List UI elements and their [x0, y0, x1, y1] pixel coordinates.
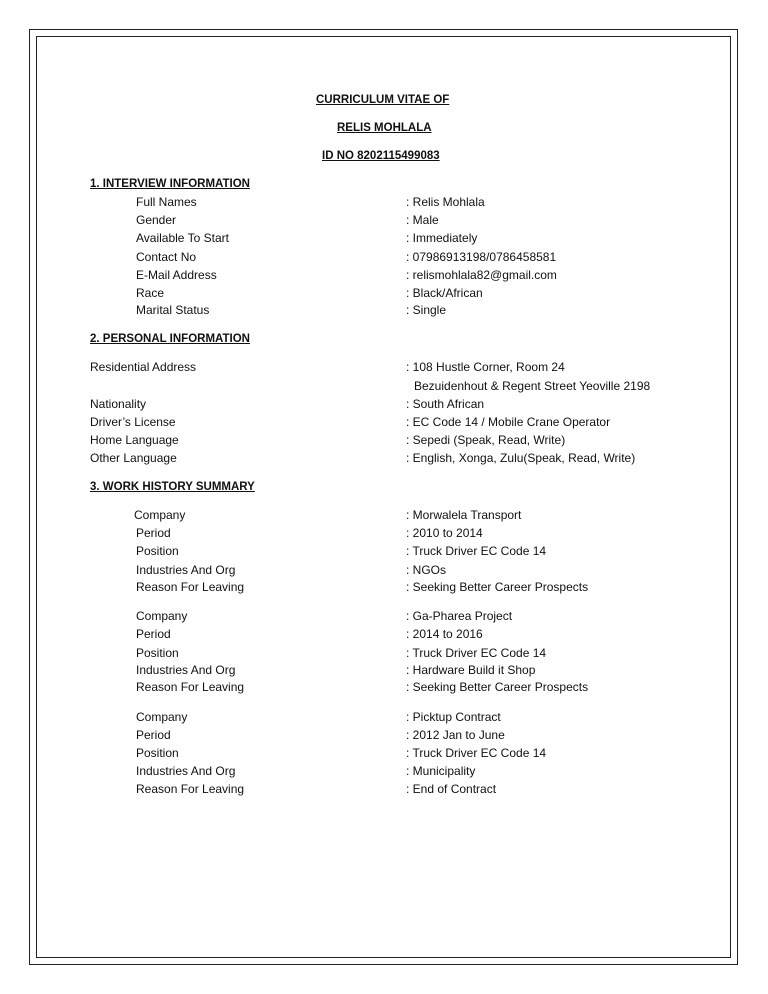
field-label: Available To Start [136, 231, 229, 245]
job-field-value: : NGOs [406, 563, 447, 577]
job-field-value: : Morwalela Transport [406, 508, 522, 522]
job-field-value: : Picktup Contract [406, 710, 501, 724]
job-field-value: : Hardware Build it Shop [406, 663, 536, 677]
field-value: : 07986913198/0786458581 [406, 250, 557, 264]
field-label: Marital Status [136, 303, 210, 317]
job-field-label: Period [136, 728, 171, 742]
field-value: : Sepedi (Speak, Read, Write) [406, 433, 566, 447]
field-value: : EC Code 14 / Mobile Crane Operator [406, 415, 611, 429]
job-field-label: Company [134, 508, 186, 522]
job-field-value: : Seeking Better Career Prospects [406, 580, 589, 594]
field-value: : 108 Hustle Corner, Room 24 [406, 360, 565, 374]
field-label: E-Mail Address [136, 268, 217, 282]
field-label: Home Language [90, 433, 179, 447]
page-border-inner [36, 36, 731, 958]
id-number: ID NO 8202115499083 [322, 150, 440, 162]
field-label: Driver’s License [90, 415, 176, 429]
section-interview-title: 1. INTERVIEW INFORMATION [90, 178, 250, 190]
field-label: Residential Address [90, 360, 197, 374]
field-value: : Male [406, 213, 439, 227]
job-field-label: Industries And Org [136, 764, 236, 778]
job-field-label: Industries And Org [136, 563, 236, 577]
field-value: : Relis Mohlala [406, 195, 485, 209]
field-label: Contact No [136, 250, 197, 264]
job-field-value: : 2012 Jan to June [406, 728, 505, 742]
job-field-value: : Municipality [406, 764, 476, 778]
job-field-value: : 2010 to 2014 [406, 526, 483, 540]
field-value: : Single [406, 303, 447, 317]
field-value: : relismohlala82@gmail.com [406, 268, 557, 282]
section-personal-title: 2. PERSONAL INFORMATION [90, 333, 250, 345]
job-field-value: : 2014 to 2016 [406, 627, 483, 641]
cv-title: CURRICULUM VITAE OF [316, 94, 450, 106]
job-field-label: Position [136, 746, 179, 760]
field-label: Gender [136, 213, 177, 227]
job-field-value: : Truck Driver EC Code 14 [406, 646, 547, 660]
job-field-value: : Truck Driver EC Code 14 [406, 544, 547, 558]
job-field-label: Position [136, 646, 179, 660]
field-value: : Black/African [406, 286, 483, 300]
job-field-value: : Truck Driver EC Code 14 [406, 746, 547, 760]
candidate-name: RELIS MOHLALA [337, 122, 432, 134]
section-work-title: 3. WORK HISTORY SUMMARY [90, 481, 255, 493]
field-value: : Immediately [406, 231, 478, 245]
job-field-label: Period [136, 627, 171, 641]
job-field-label: Industries And Org [136, 663, 236, 677]
field-value: : South African [406, 397, 485, 411]
job-field-label: Company [136, 609, 188, 623]
field-label: Other Language [90, 451, 177, 465]
job-field-label: Reason For Leaving [136, 782, 245, 796]
job-field-label: Position [136, 544, 179, 558]
job-field-label: Company [136, 710, 188, 724]
field-label: Nationality [90, 397, 147, 411]
job-field-label: Reason For Leaving [136, 680, 245, 694]
job-field-value: : Seeking Better Career Prospects [406, 680, 589, 694]
field-label: Full Names [136, 195, 197, 209]
job-field-label: Period [136, 526, 171, 540]
job-field-label: Reason For Leaving [136, 580, 245, 594]
job-field-value: : End of Contract [406, 782, 497, 796]
field-value: Bezuidenhout & Regent Street Yeoville 2198 [414, 379, 651, 393]
field-label: Race [136, 286, 165, 300]
job-field-value: : Ga-Pharea Project [406, 609, 513, 623]
field-value: : English, Xonga, Zulu(Speak, Read, Write) [406, 451, 636, 465]
